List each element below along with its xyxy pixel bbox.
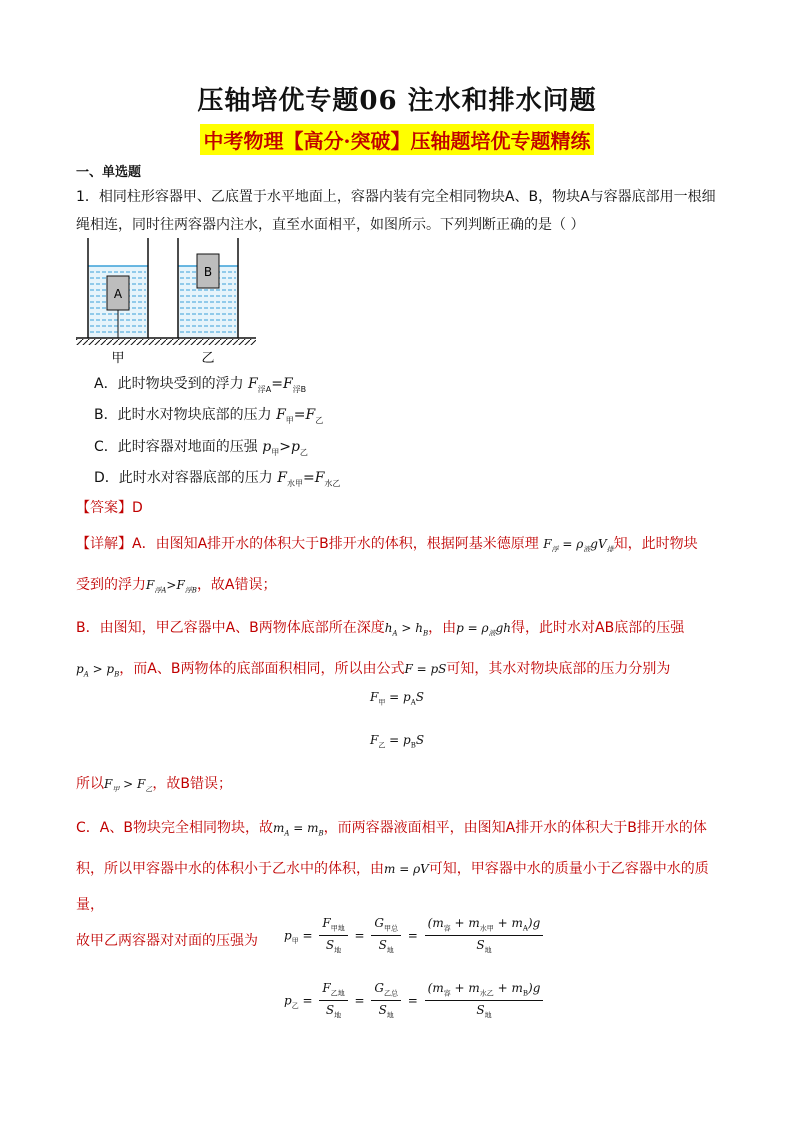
block-a-label: A bbox=[113, 287, 123, 301]
section-heading: 一、单选题 bbox=[76, 165, 142, 180]
option-d[interactable]: D．此时水对容器底部的压力 $F_{水甲}=F_{水乙}$ bbox=[94, 470, 341, 488]
answer-line bbox=[76, 497, 143, 517]
detail-label: 【详解】 bbox=[76, 536, 132, 552]
container-jia-label: 甲 bbox=[111, 351, 125, 366]
equation-f-yi: $F_乙 = p_BS$ bbox=[370, 733, 425, 750]
page-subtitle: 中考物理【高分·突破】压轴题培优专题精练 bbox=[200, 124, 595, 155]
detail-b: B．由图知，甲乙容器中A、B两物体底部所在深度$h_A > h_B$，由$p = \rho_液gh$得，此时水对AB底部的压强 $p_A > p_B$，而A、B两物体的底部面积相同，所以由公式F = pS可知，其水对物块底部的压力分别为 bbox=[76, 620, 685, 679]
option-b[interactable]: B．此时水对物块底部的压力 $F_甲=F_乙$ bbox=[94, 407, 324, 425]
containers-figure bbox=[76, 238, 276, 368]
container-yi-label: 乙 bbox=[201, 351, 215, 366]
ground-hatch bbox=[76, 339, 256, 345]
detail-a: 【详解】A．由图知A排开水的体积大于B排开水的体积，根据阿基米德原理 $F_浮 = \rho_液gV_排$知，此时物块 受到的浮力$F_{浮A}>F_{浮B}$，故A错误； bbox=[76, 536, 698, 595]
option-a[interactable]: A．此时物块受到的浮力 $F_{浮A}=F_{浮B}$ bbox=[94, 376, 307, 394]
equation-p-yi: $p_乙$ = $\frac{F_{乙地}}{S_地}$ = $\frac{G_{乙总}}{S_地}$ = $\frac{(m_容 + m_{水乙} + m_B)g}{S_地}$ bbox=[284, 981, 546, 1021]
question-line-1: 1．相同柱形容器甲、乙底置于水平地面上，容器内装有完全相同物块A、B，物块A与容器底部用一根细 bbox=[76, 189, 716, 205]
answer-label: 【答案】 bbox=[76, 500, 132, 516]
option-c[interactable]: C．此时容器对地面的压强 $p_甲>p_乙$ bbox=[94, 439, 308, 457]
detail-c: C．A、B物块完全相同物块，故$m_A = m_B$，而两容器液面相平，由图知A排开水的体积大于B排开水的体 积，所以甲容器中水的体积小于乙水中的体积，由m = ρV可知，甲容器中水的质量小于乙容器中水的质量， 故甲乙两容器对对面的压强为 bbox=[76, 820, 709, 950]
page-title: 压轴培优专题06 注水和排水问题 bbox=[197, 86, 597, 116]
equation-p-jia: $p_甲$ = $\frac{F_{甲地}}{S_地}$ = $\frac{G_{甲总}}{S_地}$ = $\frac{(m_容 + m_{水甲} + m_A)g}{S_地}$ bbox=[284, 916, 546, 956]
block-b-label: B bbox=[203, 265, 213, 279]
right-container bbox=[178, 238, 238, 338]
answer-value: D bbox=[132, 500, 143, 516]
question-line-2: 绳相连，同时往两容器内注水，直至水面相平，如图所示。下列判断正确的是（ ） bbox=[76, 217, 585, 233]
equation-f-jia: $F_甲 = p_AS$ bbox=[370, 690, 424, 707]
detail-b-conclusion: 所以$F_甲 > F_乙$，故B错误； bbox=[76, 776, 232, 794]
question-stem bbox=[76, 183, 716, 239]
subtitle-container bbox=[0, 124, 794, 155]
